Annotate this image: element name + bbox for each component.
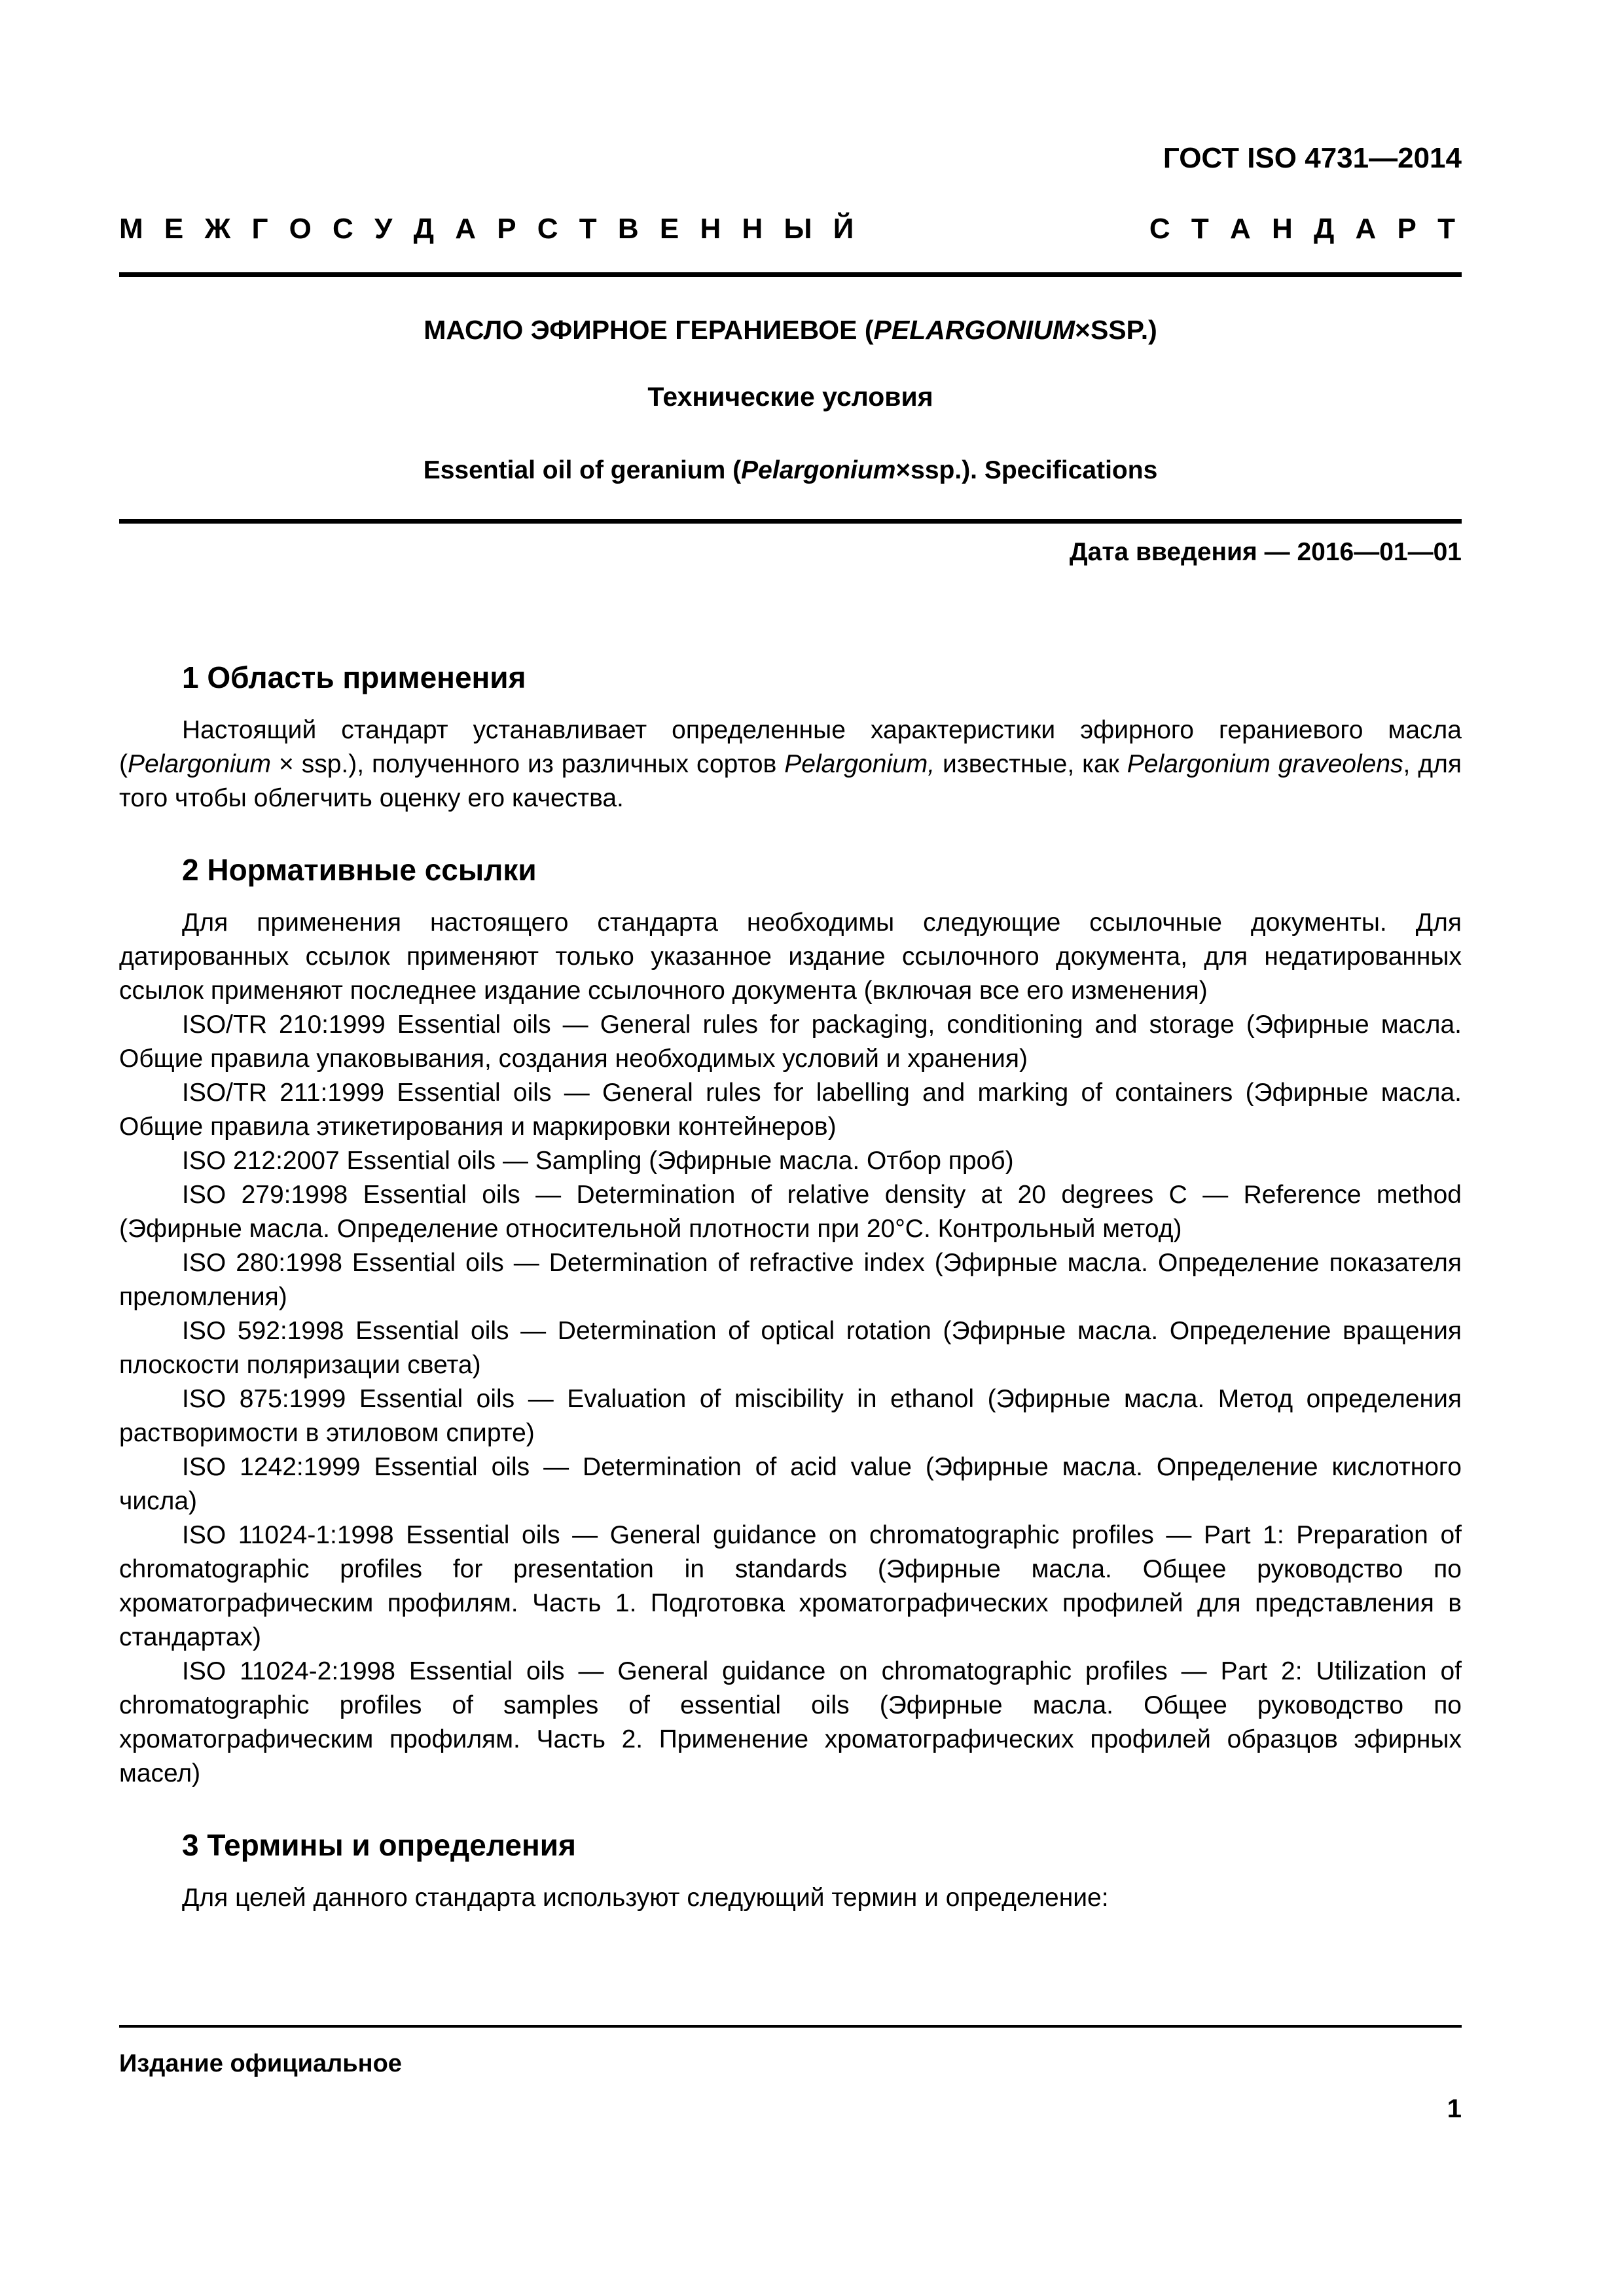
title-rule (119, 519, 1462, 524)
title-block (119, 314, 1462, 486)
header-rule (119, 272, 1462, 277)
reference-item: ISO 11024-2:1998 Essential oils — General guidance on chromatographic profiles — Part 2: Utilization of chromatographic profiles of samples of essential oils (Эфирные масла. Общее руководство по хроматографическим профилям. Часть 2. Применение хроматографических профилей образцов эфирных масел) (119, 1657, 1462, 1787)
standard-designation: ГОСТ ISO 4731—2014 (1163, 142, 1462, 174)
document-subtitle: Технические условия (647, 382, 933, 412)
footer-rule (119, 2025, 1462, 2028)
section-heading-terms: 3 Термины и определения (182, 1828, 576, 1862)
edition-note: Издание официальное (119, 2050, 402, 2077)
reference-item: ISO 212:2007 Essential oils — Sampling (Эфирные масла. Отбор проб) (182, 1147, 1014, 1175)
document-title: МАСЛО ЭФИРНОЕ ГЕРАНИЕВОЕ (PELARGONIUM×SSP.) (424, 315, 1157, 345)
reference-item: ISO/TR 211:1999 Essential oils — General rules for labelling and marking of containers (Эфирные масла. Общие правила этикетирования и маркировки контейнеров) (119, 1079, 1462, 1141)
reference-item: ISO 279:1998 Essential oils — Determination of relative density at 20 degrees C — Reference method (Эфирные масла. Определение относительной плотности при 20°С. Контрольный метод) (119, 1181, 1462, 1243)
scope-paragraph: Настоящий стандарт устанавливает определенные характеристики эфирного гераниевого масла (Pelargonium × ssp.), полученного из различных сортов Pelargonium, известные, как Pelargonium graveolens, для того чтобы облегчить оценку его качества. (119, 716, 1462, 812)
reference-item: ISO 1242:1999 Essential oils — Determination of acid value (Эфирные масла. Определение кислотного числа) (119, 1453, 1462, 1515)
reference-item: ISO 875:1999 Essential oils — Evaluation of miscibility in ethanol (Эфирные масла. Метод определения растворимости в этиловом спирте) (119, 1385, 1462, 1447)
reference-item: ISO/TR 210:1999 Essential oils — General rules for packaging, conditioning and storage (Эфирные масла. Общие правила упаковывания, создания необходимых условий и хранения) (119, 1011, 1462, 1073)
section-heading-scope: 1 Область применения (182, 660, 526, 694)
page-header (119, 0, 1462, 568)
page-number: 1 (1447, 2094, 1462, 2123)
terms-paragraph: Для целей данного стандарта используют следующий термин и определение: (182, 1884, 1109, 1912)
reference-item: ISO 280:1998 Essential oils — Determination of refractive index (Эфирные масла. Определение показателя преломления) (119, 1249, 1462, 1311)
reference-item: ISO 11024-1:1998 Essential oils — General guidance on chromatographic profiles — Part 1: Preparation of chromatographic profiles for presentation in standards (Эфирные масла. Общее руководство по хроматографическим профилям. Часть 1. Подготовка хроматографических профилей для представления в стандартах) (119, 1521, 1462, 1651)
page-footer (119, 2025, 1462, 2125)
document-title-english: Essential oil of geranium (Pelargonium×ssp.). Specifications (423, 456, 1158, 484)
section-heading-references: 2 Нормативные ссылки (182, 853, 537, 887)
references-intro-paragraph: Для применения настоящего стандарта необходимы следующие ссылочные документы. Для датированных ссылок применяют только указанное издание ссылочного документа, для недатированных ссылок применяют последнее издание ссылочного документа (включая все его изменения) (119, 908, 1462, 1005)
standard-kind-row (119, 211, 1462, 246)
effective-date: Дата введения — 2016—01—01 (1069, 538, 1462, 566)
reference-item: ISO 592:1998 Essential oils — Determination of optical rotation (Эфирные масла. Определение вращения плоскости поляризации света) (119, 1317, 1462, 1379)
document-body (119, 660, 1462, 1915)
standard-kind-left: М Е Ж Г О С У Д А Р С Т В Е Н Н Ы Й (119, 213, 861, 245)
standard-kind-right: С Т А Н Д А Р Т (1149, 213, 1462, 245)
